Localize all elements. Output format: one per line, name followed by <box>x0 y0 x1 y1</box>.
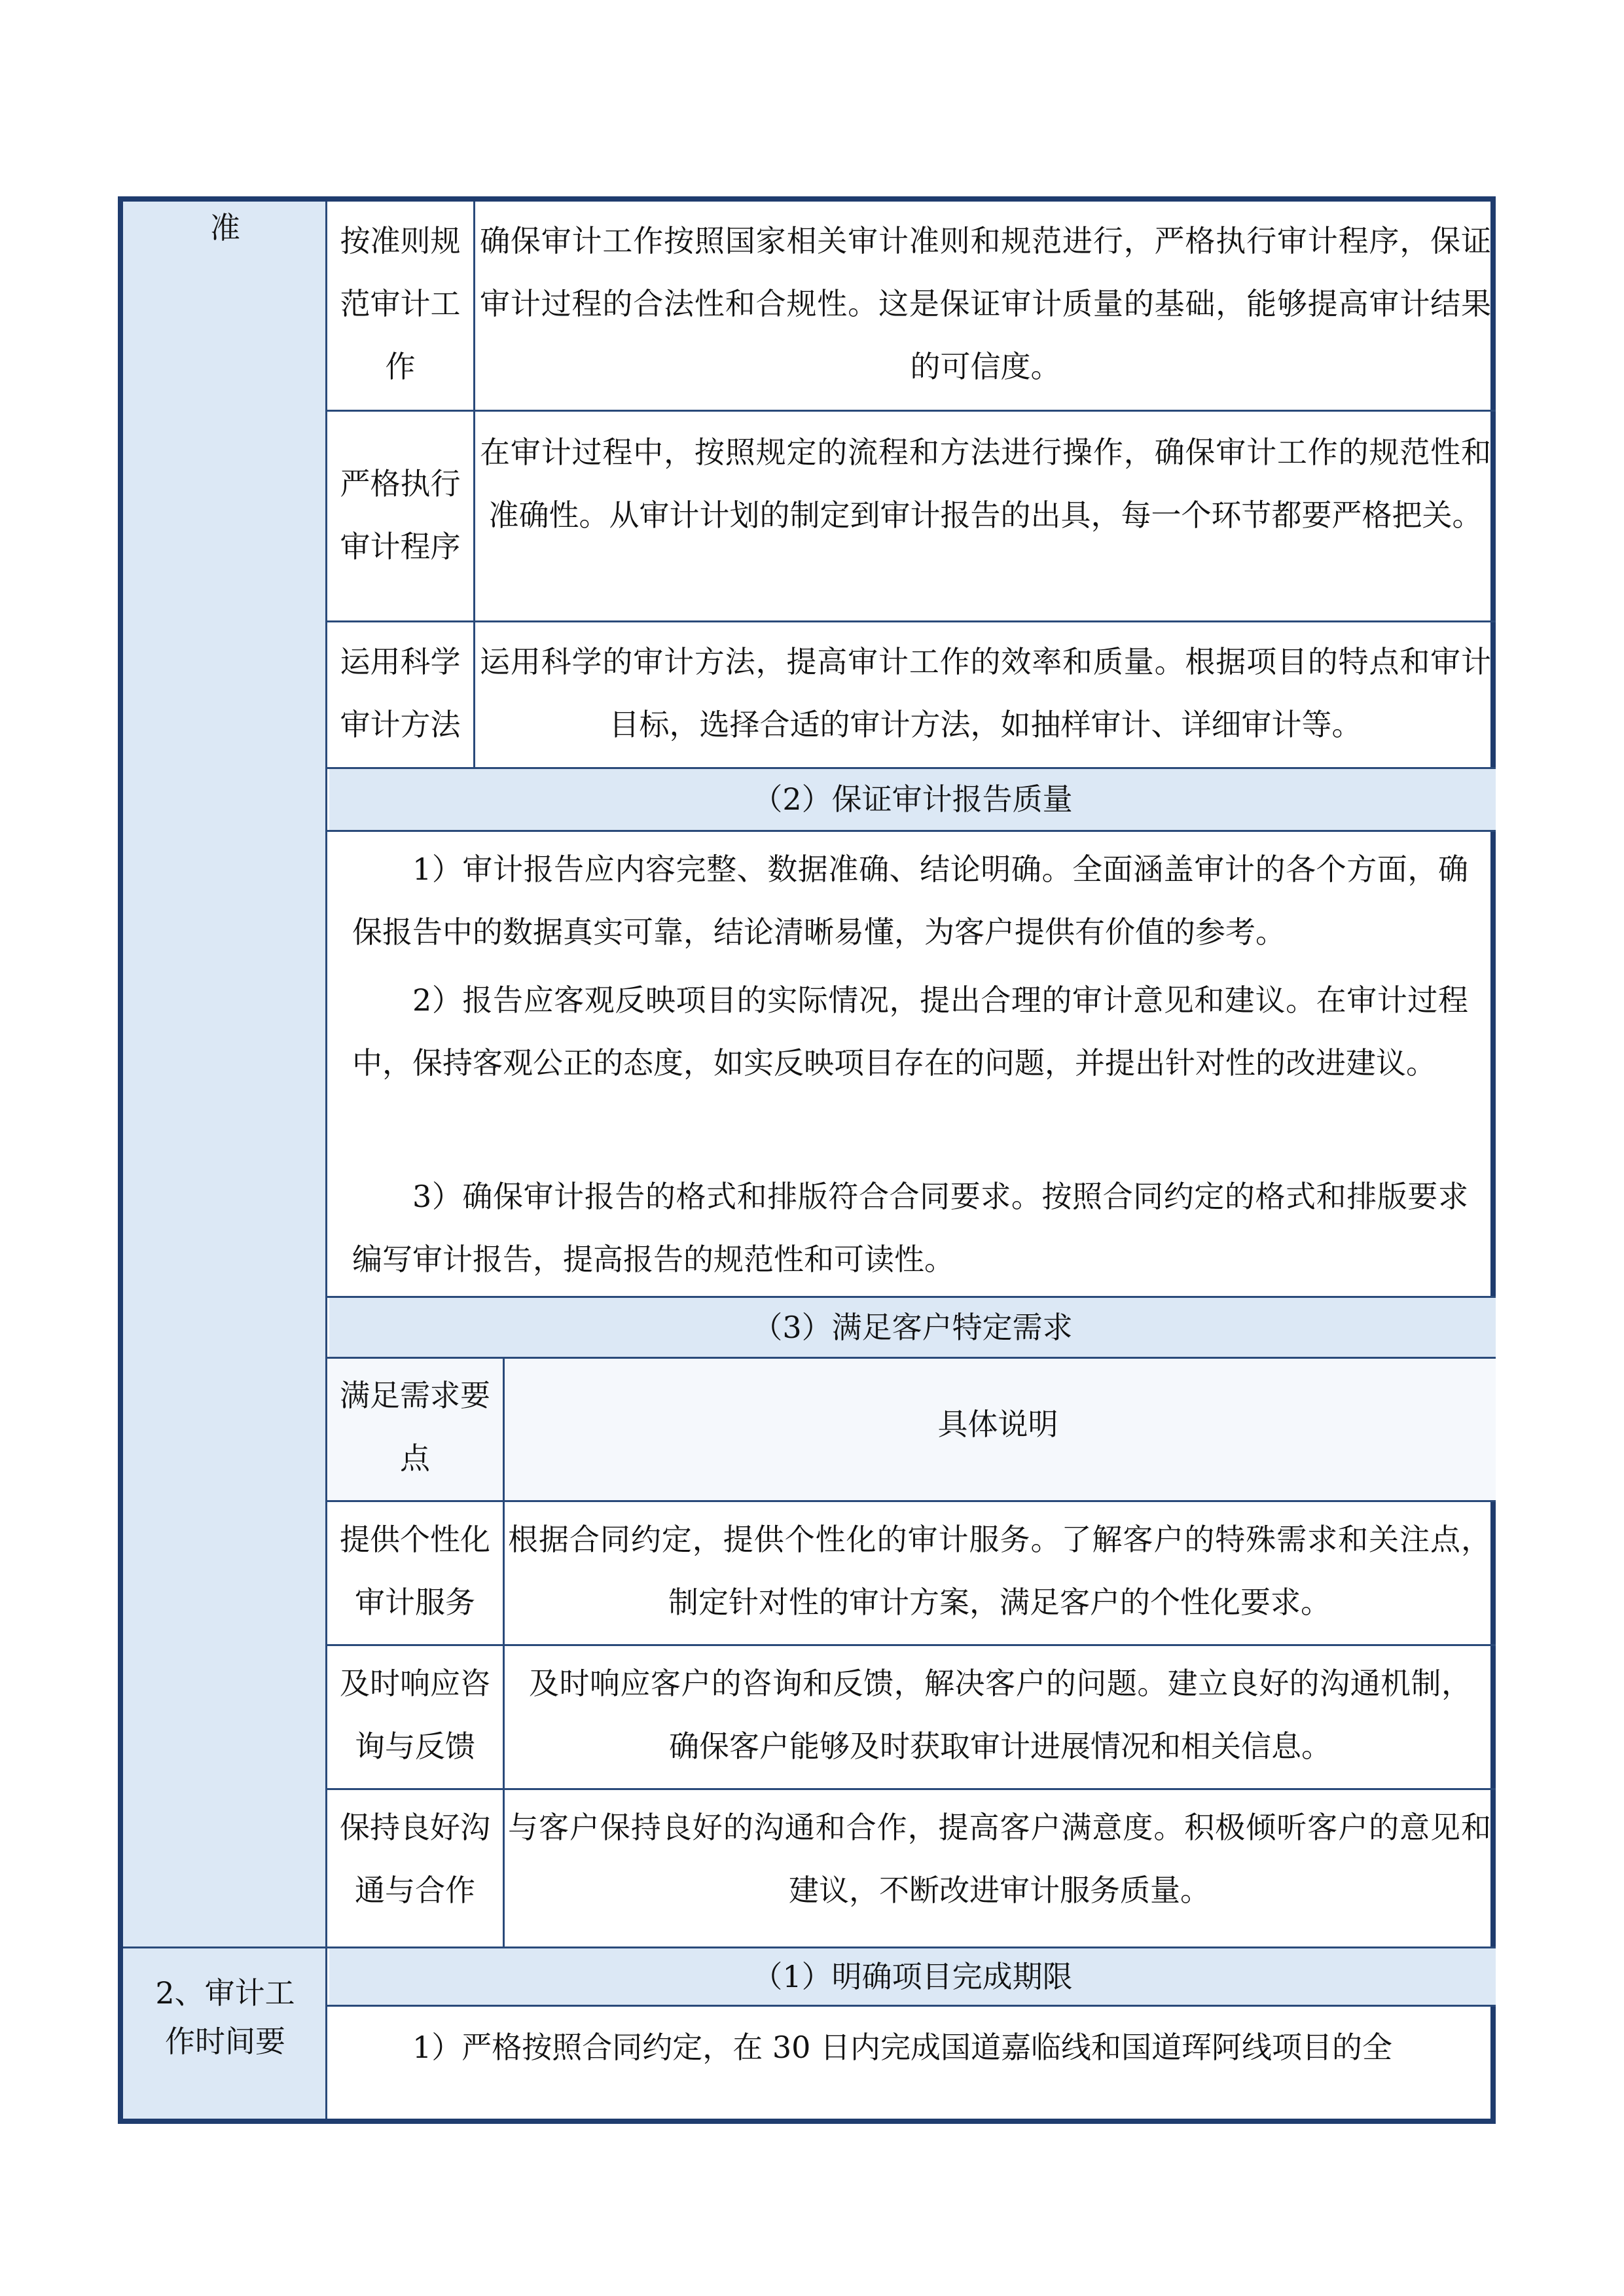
s3-row-sep-3 <box>327 1788 1496 1790</box>
document-table <box>118 196 1496 2124</box>
s3-row3-label-l1: 保持良好沟 <box>340 1810 490 1845</box>
s3-title: （3）满足客户特定需求 <box>329 1298 1496 1357</box>
s3-row-sep-2 <box>327 1644 1496 1646</box>
left-cell-time-line2: 作时间要 <box>165 2024 285 2059</box>
s3-row3-label-l2: 通与合作 <box>355 1873 475 1908</box>
s1-row3-desc: 运用科学的审计方法，提高审计工作的效率和质量。根据项目的特点和审计目标，选择合适的审计方法，如抽样审计、详细审计等。 <box>480 644 1491 742</box>
s3-row2-label <box>327 1652 503 1778</box>
s4-para-1: 1）严格按照合同约定，在 30 日内完成国道嘉临线和国道珲阿线项目的全 <box>412 2030 1393 2065</box>
s1-row2-label-l1: 严格执行 <box>340 466 461 501</box>
s1-vdivider <box>473 202 475 767</box>
s1-row3-label <box>327 630 473 756</box>
s3-row1-label-l2: 审计服务 <box>355 1585 475 1620</box>
s1-row-sep-1 <box>327 410 1496 412</box>
s3-header-label-l2: 点 <box>400 1441 430 1476</box>
left-cell-standard: 准 <box>210 210 240 245</box>
s3-row3-desc: 与客户保持良好的沟通和合作，提高客户满意度。积极倾听客户的意见和建议，不断改进审计服务质量。 <box>508 1810 1491 1908</box>
s3-row2-desc: 及时响应客户的咨询和反馈，解决客户的问题。建立良好的沟通机制，确保客户能够及时获取审计进展情况和相关信息。 <box>529 1666 1471 1764</box>
s4-title: （1）明确项目完成期限 <box>329 1948 1496 2005</box>
s2-title: （2）保证审计报告质量 <box>329 769 1496 830</box>
s1-row1-desc: 确保审计工作按照国家相关审计准则和规范进行，严格执行审计程序，保证审计过程的合法性和合规性。这是保证审计质量的基础，能够提高审计结果的可信度。 <box>480 223 1491 384</box>
s3-row1-desc: 根据合同约定，提供个性化的审计服务。了解客户的特殊需求和关注点，制定针对性的审计方案，满足客户的个性化要求。 <box>508 1522 1491 1620</box>
left-cell-time-requirements <box>123 1969 327 2066</box>
s1-row3-label-l1: 运用科学 <box>340 644 461 679</box>
s1-row3-label-l2: 审计方法 <box>340 707 461 742</box>
s3-row3-label <box>327 1796 503 1922</box>
s3-row-sep-1 <box>327 1500 1496 1502</box>
s3-row2-label-l2: 询与反馈 <box>355 1729 475 1764</box>
left-column <box>123 202 327 2119</box>
s1-row2-label <box>327 452 473 578</box>
s1-row1-label-l2: 范审计工 <box>340 286 461 321</box>
s3-header-label <box>327 1364 503 1490</box>
s2-para-3: 3）确保审计报告的格式和排版符合合同要求。按照合同约定的格式和排版要求编写审计报告，提高报告的规范性和可读性。 <box>352 1179 1468 1277</box>
left-divider <box>123 1946 327 1948</box>
s1-row1-label-l3: 作 <box>385 349 416 384</box>
s3-vdivider <box>503 1359 505 1946</box>
s1-row1-label-l1: 按准则规 <box>340 223 461 259</box>
s1-row2-desc: 在审计过程中，按照规定的流程和方法进行操作，确保审计工作的规范性和准确性。从审计计划的制定到审计报告的出具，每一个环节都要严格把关。 <box>480 435 1491 533</box>
left-cell-time-line1: 2、审计工 <box>155 1975 295 2011</box>
s3-header-desc: 具体说明 <box>937 1407 1058 1442</box>
s3-row1-label <box>327 1508 503 1634</box>
s3-row1-label-l1: 提供个性化 <box>340 1522 490 1557</box>
s2-para-2: 2）报告应客观反映项目的实际情况，提出合理的审计意见和建议。在审计过程中，保持客观公正的态度，如实反映项目存在的问题，并提出针对性的改进建议。 <box>352 982 1468 1081</box>
s3-row2-label-l1: 及时响应咨 <box>340 1666 490 1701</box>
s2-title-sep <box>327 830 1496 832</box>
s3-header-label-l1: 满足需求要 <box>340 1378 490 1413</box>
s1-row-sep-2 <box>327 620 1496 622</box>
s1-row1-label <box>327 209 473 398</box>
s4-title-sep <box>327 2005 1496 2007</box>
s2-para-1: 1）审计报告应内容完整、数据准确、结论明确。全面涵盖审计的各个方面，确保报告中的数据真实可靠，结论清晰易懂，为客户提供有价值的参考。 <box>352 852 1468 950</box>
s1-row2-label-l2: 审计程序 <box>340 529 461 564</box>
